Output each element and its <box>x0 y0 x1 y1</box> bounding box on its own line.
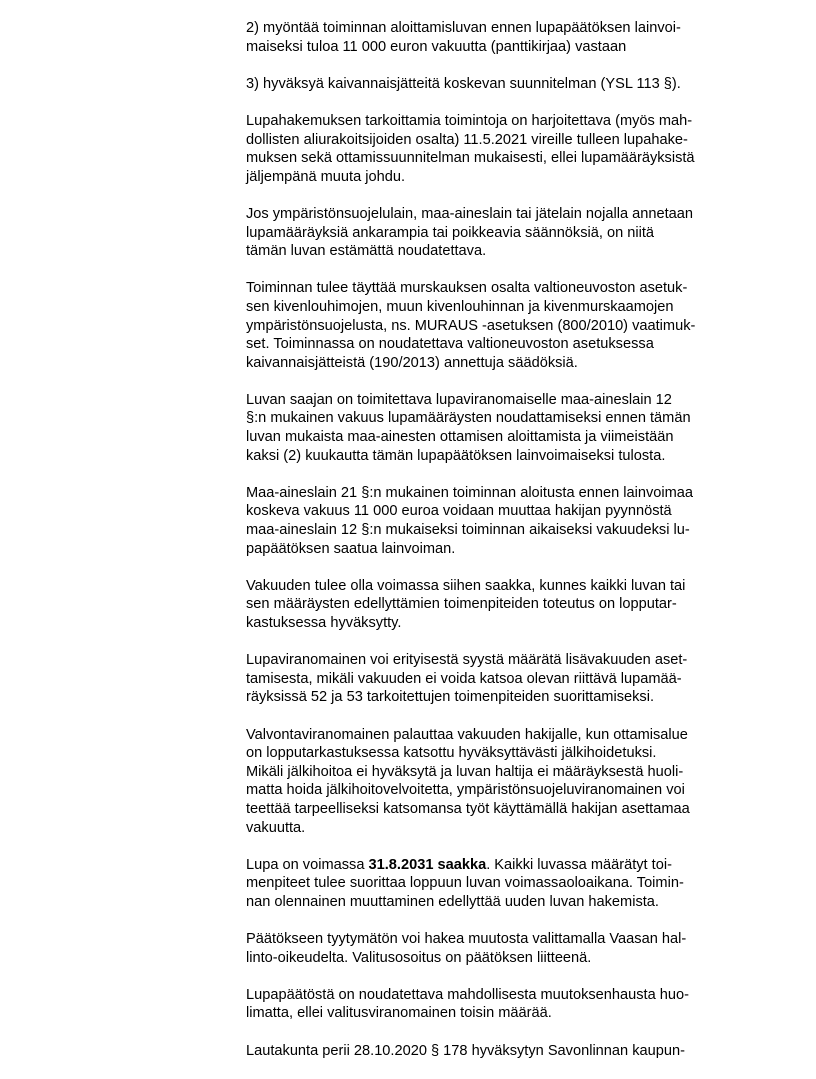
text-line: 3) hyväksyä kaivannaisjätteitä koskevan suunnitelman (YSL 113 §). <box>246 75 681 92</box>
text-line: §:n mukainen vakuus lupamääräysten noudattamiseksi ennen tämän <box>246 410 691 427</box>
text-line: tamisesta, mikäli vakuuden ei voida katsoa olevan riittävä lupamää- <box>246 670 682 687</box>
text-line: koskeva vakuus 11 000 euroa voidaan muuttaa hakijan pyynnöstä <box>246 503 672 520</box>
text-line: maiseksi tuloa 11 000 euron vakuutta (panttikirjaa) vastaan <box>246 38 627 55</box>
text-line: on lopputarkastuksessa katsottu hyväksyttävästi jälkihoidetuksi. <box>246 745 657 762</box>
validity-date: 31.8.2031 saakka <box>368 856 487 873</box>
text-line: ympäristönsuojelusta, ns. MURAUS -asetuksen (800/2010) vaatimuk- <box>246 317 696 334</box>
validity-text-pre: Lupa on voimassa <box>246 856 369 873</box>
text-line: Päätökseen tyytymätön voi hakea muutosta valittamalla Vaasan hal- <box>246 931 687 948</box>
paragraph-additional-security <box>246 651 746 707</box>
paragraph-compliance-despite-appeal <box>246 986 746 1023</box>
paragraph-security-deposit <box>246 391 746 465</box>
text-line: nan olennainen muuttaminen edellyttää uuden luvan hakemista. <box>246 893 659 910</box>
paragraph-muraus-decree <box>246 279 746 372</box>
text-line: Valvontaviranomainen palauttaa vakuuden hakijalle, kun ottamisalue <box>246 726 688 743</box>
text-line <box>246 856 746 875</box>
text-line: Toiminnan tulee täyttää murskauksen osalta valtioneuvoston asetuk- <box>246 280 688 297</box>
text-line: kaksi (2) kuukautta tämän lupapäätöksen lainvoimaiseksi tulosta. <box>246 447 666 464</box>
text-line: papäätöksen saatua lainvoiman. <box>246 540 456 557</box>
text-line: lupamääräyksiä ankarampia tai poikkeavia säännöksiä, on niitä <box>246 224 655 241</box>
text-line: Lupapäätöstä on noudatettava mahdollisesta muutoksenhausta huo- <box>246 986 689 1003</box>
text-line: matta hoida jälkihoitovelvoitetta, ympäristönsuojeluviranomainen voi <box>246 782 685 799</box>
text-line: Mikäli jälkihoitoa ei hyväksytä ja luvan haltija ei määräyksestä huoli- <box>246 763 684 780</box>
text-line: Vakuuden tulee olla voimassa siihen saakka, kunnes kaikki luvan tai <box>246 577 686 594</box>
text-line: menpiteet tulee suorittaa loppuun luvan voimassaoloaikana. Toimin- <box>246 875 684 892</box>
text-line: Luvan saajan on toimitettava lupaviranomaiselle maa-aineslain 12 <box>246 391 672 408</box>
text-line: limatta, ellei valitusviranomainen toisin määrää. <box>246 1005 552 1022</box>
text-line: teettää tarpeelliseksi katsomansa työt käyttämällä hakijan asettamaa <box>246 800 690 817</box>
text-line: Jos ympäristönsuojelulain, maa-aineslain tai jätelain nojalla annetaan <box>246 205 694 222</box>
text-line: linto-oikeudelta. Valitusosoitus on päätöksen liitteenä. <box>246 949 592 966</box>
paragraph-permit-validity <box>246 856 746 912</box>
text-line: luvan mukaista maa-ainesten ottamisen aloittamista ja viimeistään <box>246 429 674 446</box>
text-line: set. Toiminnassa on noudatettava valtioneuvoston asetuksessa <box>246 336 654 353</box>
text-line: Lupahakemuksen tarkoittamia toimintoja on harjoitettava (myös mah- <box>246 112 693 129</box>
text-line: Lautakunta perii 28.10.2020 § 178 hyväksytyn Savonlinnan kaupun- <box>246 1042 685 1059</box>
text-line: dollisten aliurakoitsijoiden osalta) 11.5.2021 vireille tulleen lupahake- <box>246 131 688 148</box>
validity-text-post: . Kaikki luvassa määrätyt toi- <box>486 856 672 873</box>
paragraph-decision-3 <box>246 75 746 94</box>
text-line: kastuksessa hyväksytty. <box>246 615 402 631</box>
text-line: Lupaviranomainen voi erityisestä syystä määrätä lisävakuuden aset- <box>246 652 688 669</box>
text-line: kaivannaisjätteistä (190/2013) annettuja säädöksiä. <box>246 354 578 371</box>
document-body <box>246 19 746 1079</box>
text-line: vakuutta. <box>246 819 306 836</box>
text-line: 2) myöntää toiminnan aloittamisluvan ennen lupapäätöksen lainvoi- <box>246 20 681 36</box>
text-line: jäljempänä muuta johdu. <box>246 168 406 185</box>
paragraph-appeal <box>246 930 746 967</box>
text-line: tämän luvan estämättä noudatettava. <box>246 243 487 260</box>
paragraph-stricter-provisions <box>246 205 746 261</box>
text-line: sen kivenlouhimojen, muun kivenlouhinnan ja kivenmurskaamojen <box>246 298 674 315</box>
paragraph-fees <box>246 1042 746 1061</box>
paragraph-security-return <box>246 726 746 838</box>
paragraph-decision-2 <box>246 19 746 56</box>
text-line: sen määräysten edellyttämien toimenpiteiden toteutus on lopputar- <box>246 596 677 613</box>
paragraph-start-security <box>246 484 746 558</box>
text-line: muksen sekä ottamissuunnitelman mukaisesti, ellei lupamääräyksistä <box>246 150 695 167</box>
text-line: räyksissä 52 ja 53 tarkoitettujen toimenpiteiden suorittamiseksi. <box>246 689 655 706</box>
paragraph-security-validity <box>246 577 746 633</box>
paragraph-application-compliance <box>246 112 746 186</box>
text-line: Maa-aineslain 21 §:n mukainen toiminnan aloitusta ennen lainvoimaa <box>246 484 694 501</box>
text-line: maa-aineslain 12 §:n mukaiseksi toiminnan aikaiseksi vakuudeksi lu- <box>246 522 690 539</box>
